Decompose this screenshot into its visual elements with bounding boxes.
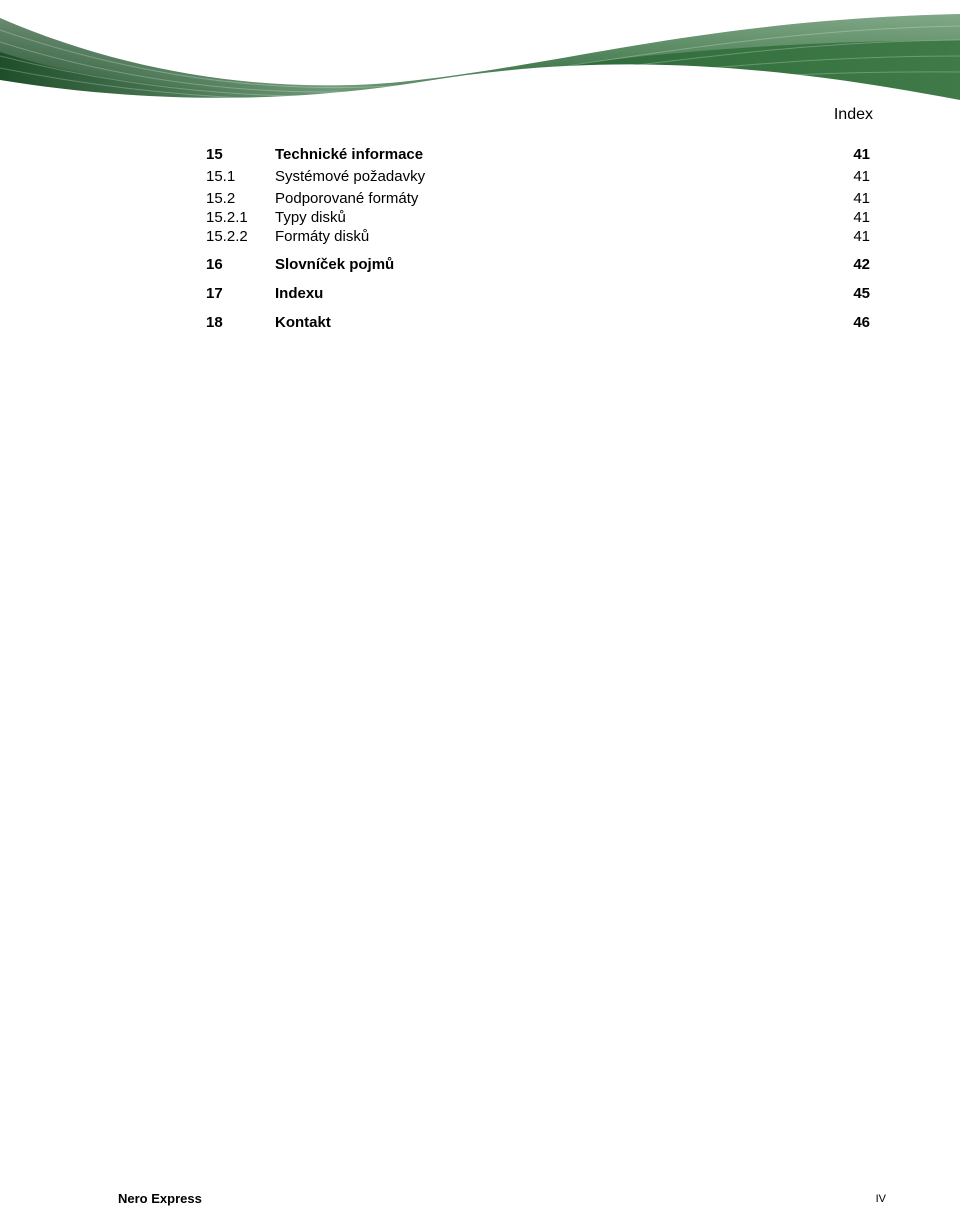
toc-entry[interactable] [206,145,870,165]
toc-entry-number: 17 [206,285,223,302]
toc-entry-number: 16 [206,256,223,273]
toc-entry-page: 41 [853,209,870,226]
toc-entry[interactable] [206,228,870,247]
toc-entry-title: Indexu [275,285,324,302]
toc-entry-title: Kontakt [275,314,331,331]
toc-entry-page: 41 [853,168,870,185]
toc-entry-title: Formáty disků [275,227,370,245]
toc-entry[interactable] [206,255,870,275]
running-header-label: Index [833,106,873,123]
toc-entry-page: 41 [853,146,870,163]
toc-entry[interactable] [206,313,870,333]
toc-entry-number: 15.2.1 [206,209,248,226]
toc-entry-number: 15.1 [206,168,236,185]
toc-entry-number: 18 [206,314,223,331]
toc-entry-page: 45 [853,285,870,302]
toc-entry-page: 42 [853,256,870,273]
toc-entry[interactable] [206,284,870,304]
header-swoosh-graphic [0,0,960,110]
toc-entry[interactable] [206,188,870,209]
toc-entry-title: Typy disků [275,209,346,226]
toc-entry-number: 15.2.2 [206,227,248,245]
footer-product-name: Nero Express [118,1191,202,1206]
toc-entry-title: Slovníček pojmů [275,256,395,273]
toc-entry-number: 15.2 [206,190,236,207]
footer-page-number: IV [875,1193,886,1205]
toc-entry-page: 46 [853,314,870,331]
toc-entry-page: 41 [853,190,870,207]
toc-entry[interactable] [206,209,870,228]
table-of-contents [206,145,870,333]
toc-entry[interactable] [206,165,870,188]
toc-entry-page: 41 [853,227,870,245]
toc-entry-title: Technické informace [275,146,424,163]
toc-entry-title: Podporované formáty [275,190,419,207]
toc-entry-title: Systémové požadavky [275,168,426,185]
toc-entry-number: 15 [206,146,223,163]
